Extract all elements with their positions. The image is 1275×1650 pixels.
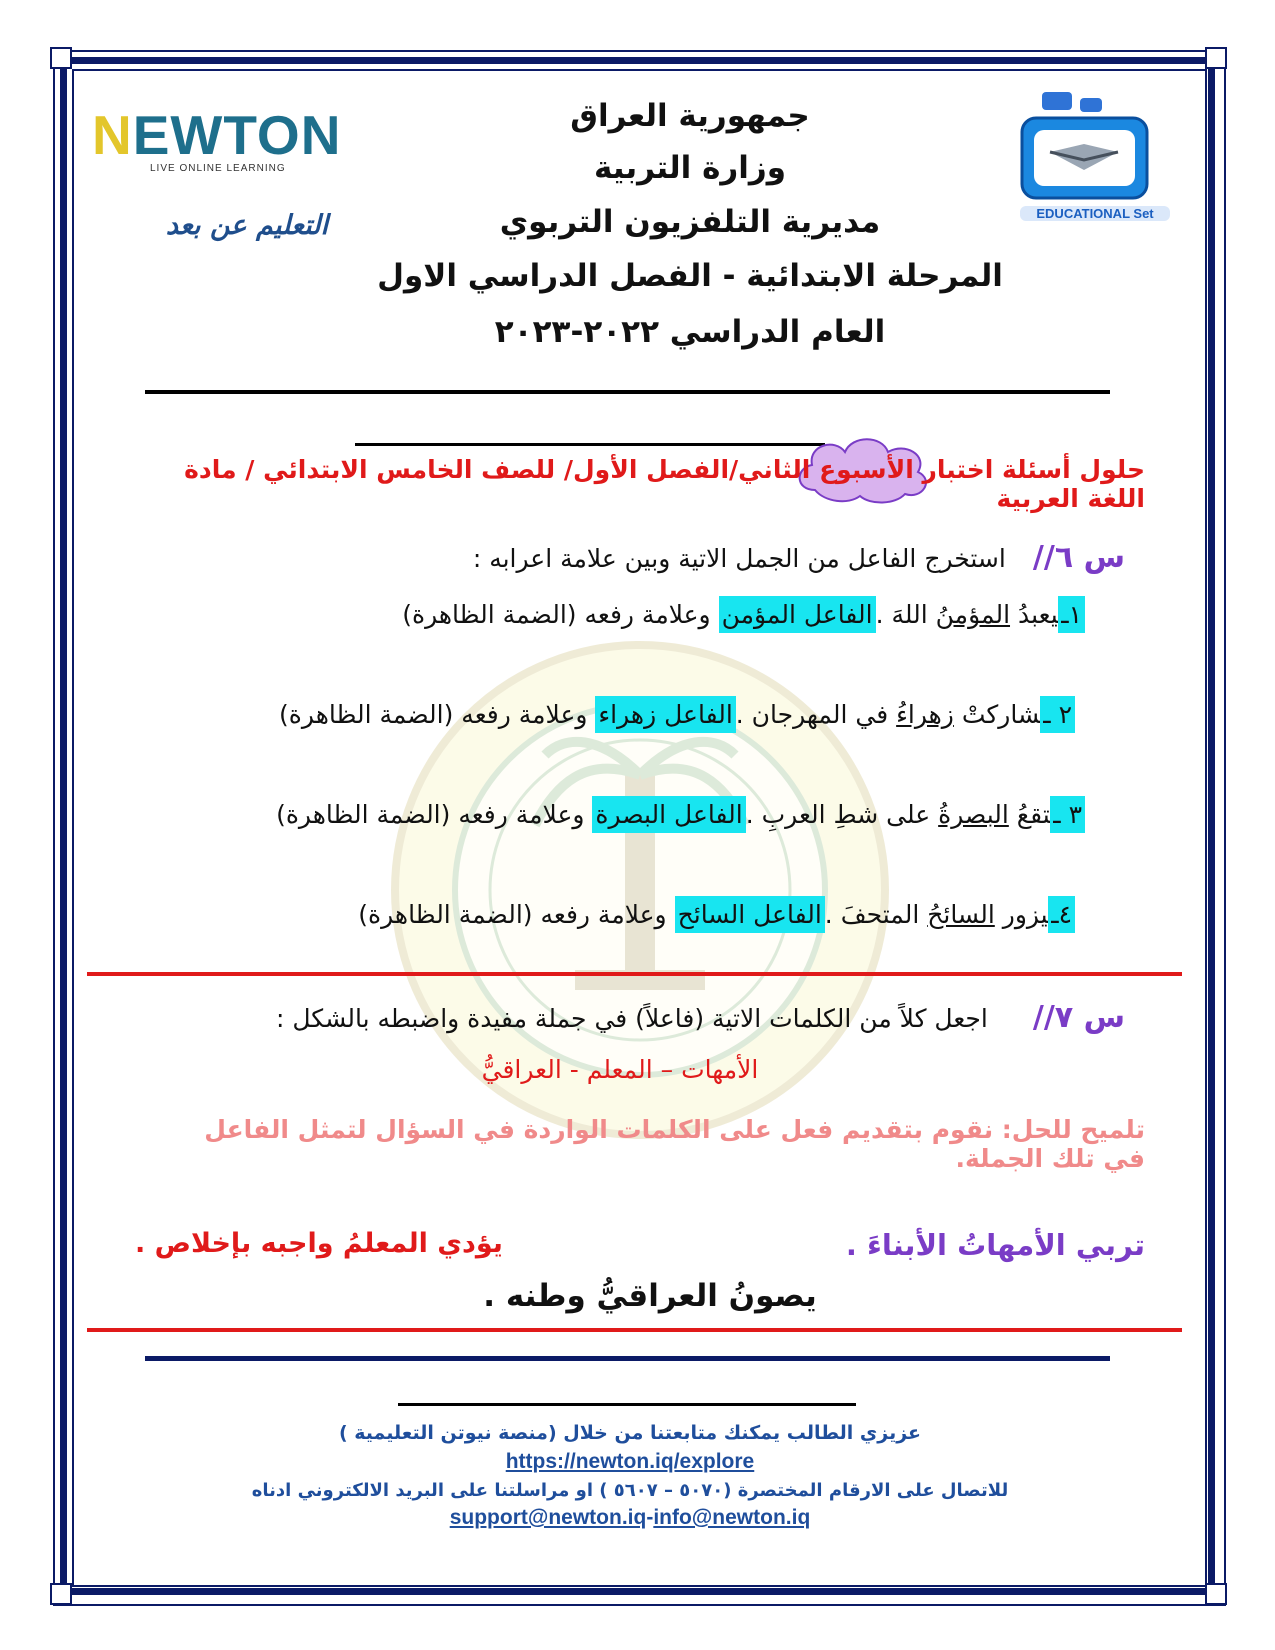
question-6-text: استخرج الفاعل من الجمل الاتية وبين علامة اعرابه : <box>472 544 1006 573</box>
footer-contact-text: للاتصال على الارقام المختصرة (٥٠٧٠ – ٥٦٠٧ ) او مراسلتنا على البريد الالكتروني ادناه <box>251 1480 1009 1501</box>
sentence-subject: زهراءُ <box>896 700 954 729</box>
sentence-number: ٢ ـ <box>1040 696 1075 733</box>
footer-divider <box>145 1356 1110 1361</box>
sentence-subject: البصرةُ <box>938 800 1009 829</box>
question-7-text: اجعل كلاً من الكلمات الاتية (فاعلاً) في جملة مفيدة واضبطه بالشكل : <box>275 1004 988 1033</box>
email-separator: - <box>646 1506 654 1529</box>
support-email-link[interactable]: support@newton.iq <box>449 1506 647 1529</box>
answer-highlight: الفاعل المؤمن <box>719 596 876 633</box>
header-divider <box>145 390 1110 394</box>
solution-hint: تلميح للحل: نقوم بتقديم فعل على الكلمات الواردة في السؤال لتمثل الفاعل في تلك الجملة. <box>204 1115 1145 1173</box>
answer-highlight: الفاعل زهراء <box>595 696 735 733</box>
header-ministry: وزارة التربية <box>594 150 786 186</box>
sentence-number: ١ـ <box>1058 596 1085 633</box>
sentence-rest: المتحفَ . <box>824 900 928 929</box>
sentence-4 <box>358 900 1075 929</box>
question-6-label: س ٦// <box>1032 540 1125 575</box>
question-7 <box>276 1000 1125 1035</box>
question-7-label: س ٧// <box>1032 1000 1125 1035</box>
sentence-verb: يعبدُ <box>1010 600 1059 629</box>
info-email-link[interactable]: info@newton.iq <box>653 1506 811 1529</box>
newton-tagline: LIVE ONLINE LEARNING <box>150 163 286 174</box>
distance-learning-label: التعليم عن بعد <box>165 210 328 241</box>
answer-highlight: الفاعل السائح <box>675 896 825 933</box>
question-7-words: الأمهات – المعلم - العراقيُّ <box>481 1055 759 1084</box>
border-corner <box>50 1583 72 1605</box>
sentence-mark: وعلامة رفعه (الضمة الظاهرة) <box>279 700 596 729</box>
page-title: حلول أسئلة اختبار الأسبوع الثاني/الفصل الأول/ للصف الخامس الابتدائي / مادة اللغة العربية <box>184 455 1145 513</box>
sentence-rest: على شطِ العربِ . <box>745 800 939 829</box>
edu-brand-text: EDUCATIONAL Set <box>1020 206 1170 221</box>
sentence-number: ٣ ـ <box>1050 796 1085 833</box>
sentence-mark: وعلامة رفعه (الضمة الظاهرة) <box>276 800 593 829</box>
border-corner <box>1205 1583 1227 1605</box>
sentence-number: ٤ـ <box>1048 896 1075 933</box>
border-corner <box>50 47 72 69</box>
header-directorate: مديرية التلفزيون التربوي <box>499 204 881 240</box>
header-country: جمهورية العراق <box>570 98 810 134</box>
answer-highlight: الفاعل البصرة <box>592 796 745 833</box>
answer-sentence-2: يؤدي المعلمُ واجبه بإخلاص . <box>135 1228 503 1259</box>
footer-emails <box>250 1506 1010 1530</box>
header-year: العام الدراسي ٢٠٢٢-٢٠٢٣ <box>494 314 886 350</box>
newton-logo <box>92 104 352 178</box>
sentence-verb: تقعُ <box>1008 800 1051 829</box>
sentence-rest: اللهَ . <box>875 600 936 629</box>
answer-sentence-3: يصونُ العراقيُّ وطنه . <box>483 1278 817 1314</box>
footer-follow-text: عزيزي الطالب يمكنك متابعتنا من خلال (منصة نيوتن التعليمية ) <box>338 1422 922 1444</box>
sentence-rest: في المهرجان . <box>735 700 897 729</box>
educational-set-logo <box>1020 90 1170 230</box>
newton-logo-text: EWTON <box>132 104 342 166</box>
question-6 <box>473 540 1125 575</box>
answers-divider <box>87 1328 1182 1332</box>
border-corner <box>1205 47 1227 69</box>
section-divider <box>87 972 1182 976</box>
newton-logo-n: N <box>92 104 133 166</box>
title-divider <box>355 443 825 446</box>
sentence-mark: وعلامة رفعه (الضمة الظاهرة) <box>358 900 675 929</box>
sentence-subject: السائحُ <box>927 900 995 929</box>
sentence-verb: شاركتْ <box>953 700 1041 729</box>
sentence-verb: يزور <box>994 900 1049 929</box>
sentence-2 <box>279 700 1075 729</box>
sentence-3 <box>276 800 1085 829</box>
footer-short-divider <box>398 1403 856 1406</box>
sentence-1 <box>402 600 1085 629</box>
footer-website-link[interactable]: https://newton.iq/explore <box>505 1450 755 1473</box>
answer-sentence-1: تربي الأمهاتُ الأبناءَ . <box>845 1228 1145 1262</box>
sentence-subject: المؤمنُ <box>935 600 1011 629</box>
header-stage: المرحلة الابتدائية - الفصل الدراسي الاول <box>377 258 1003 294</box>
sentence-mark: وعلامة رفعه (الضمة الظاهرة) <box>402 600 719 629</box>
